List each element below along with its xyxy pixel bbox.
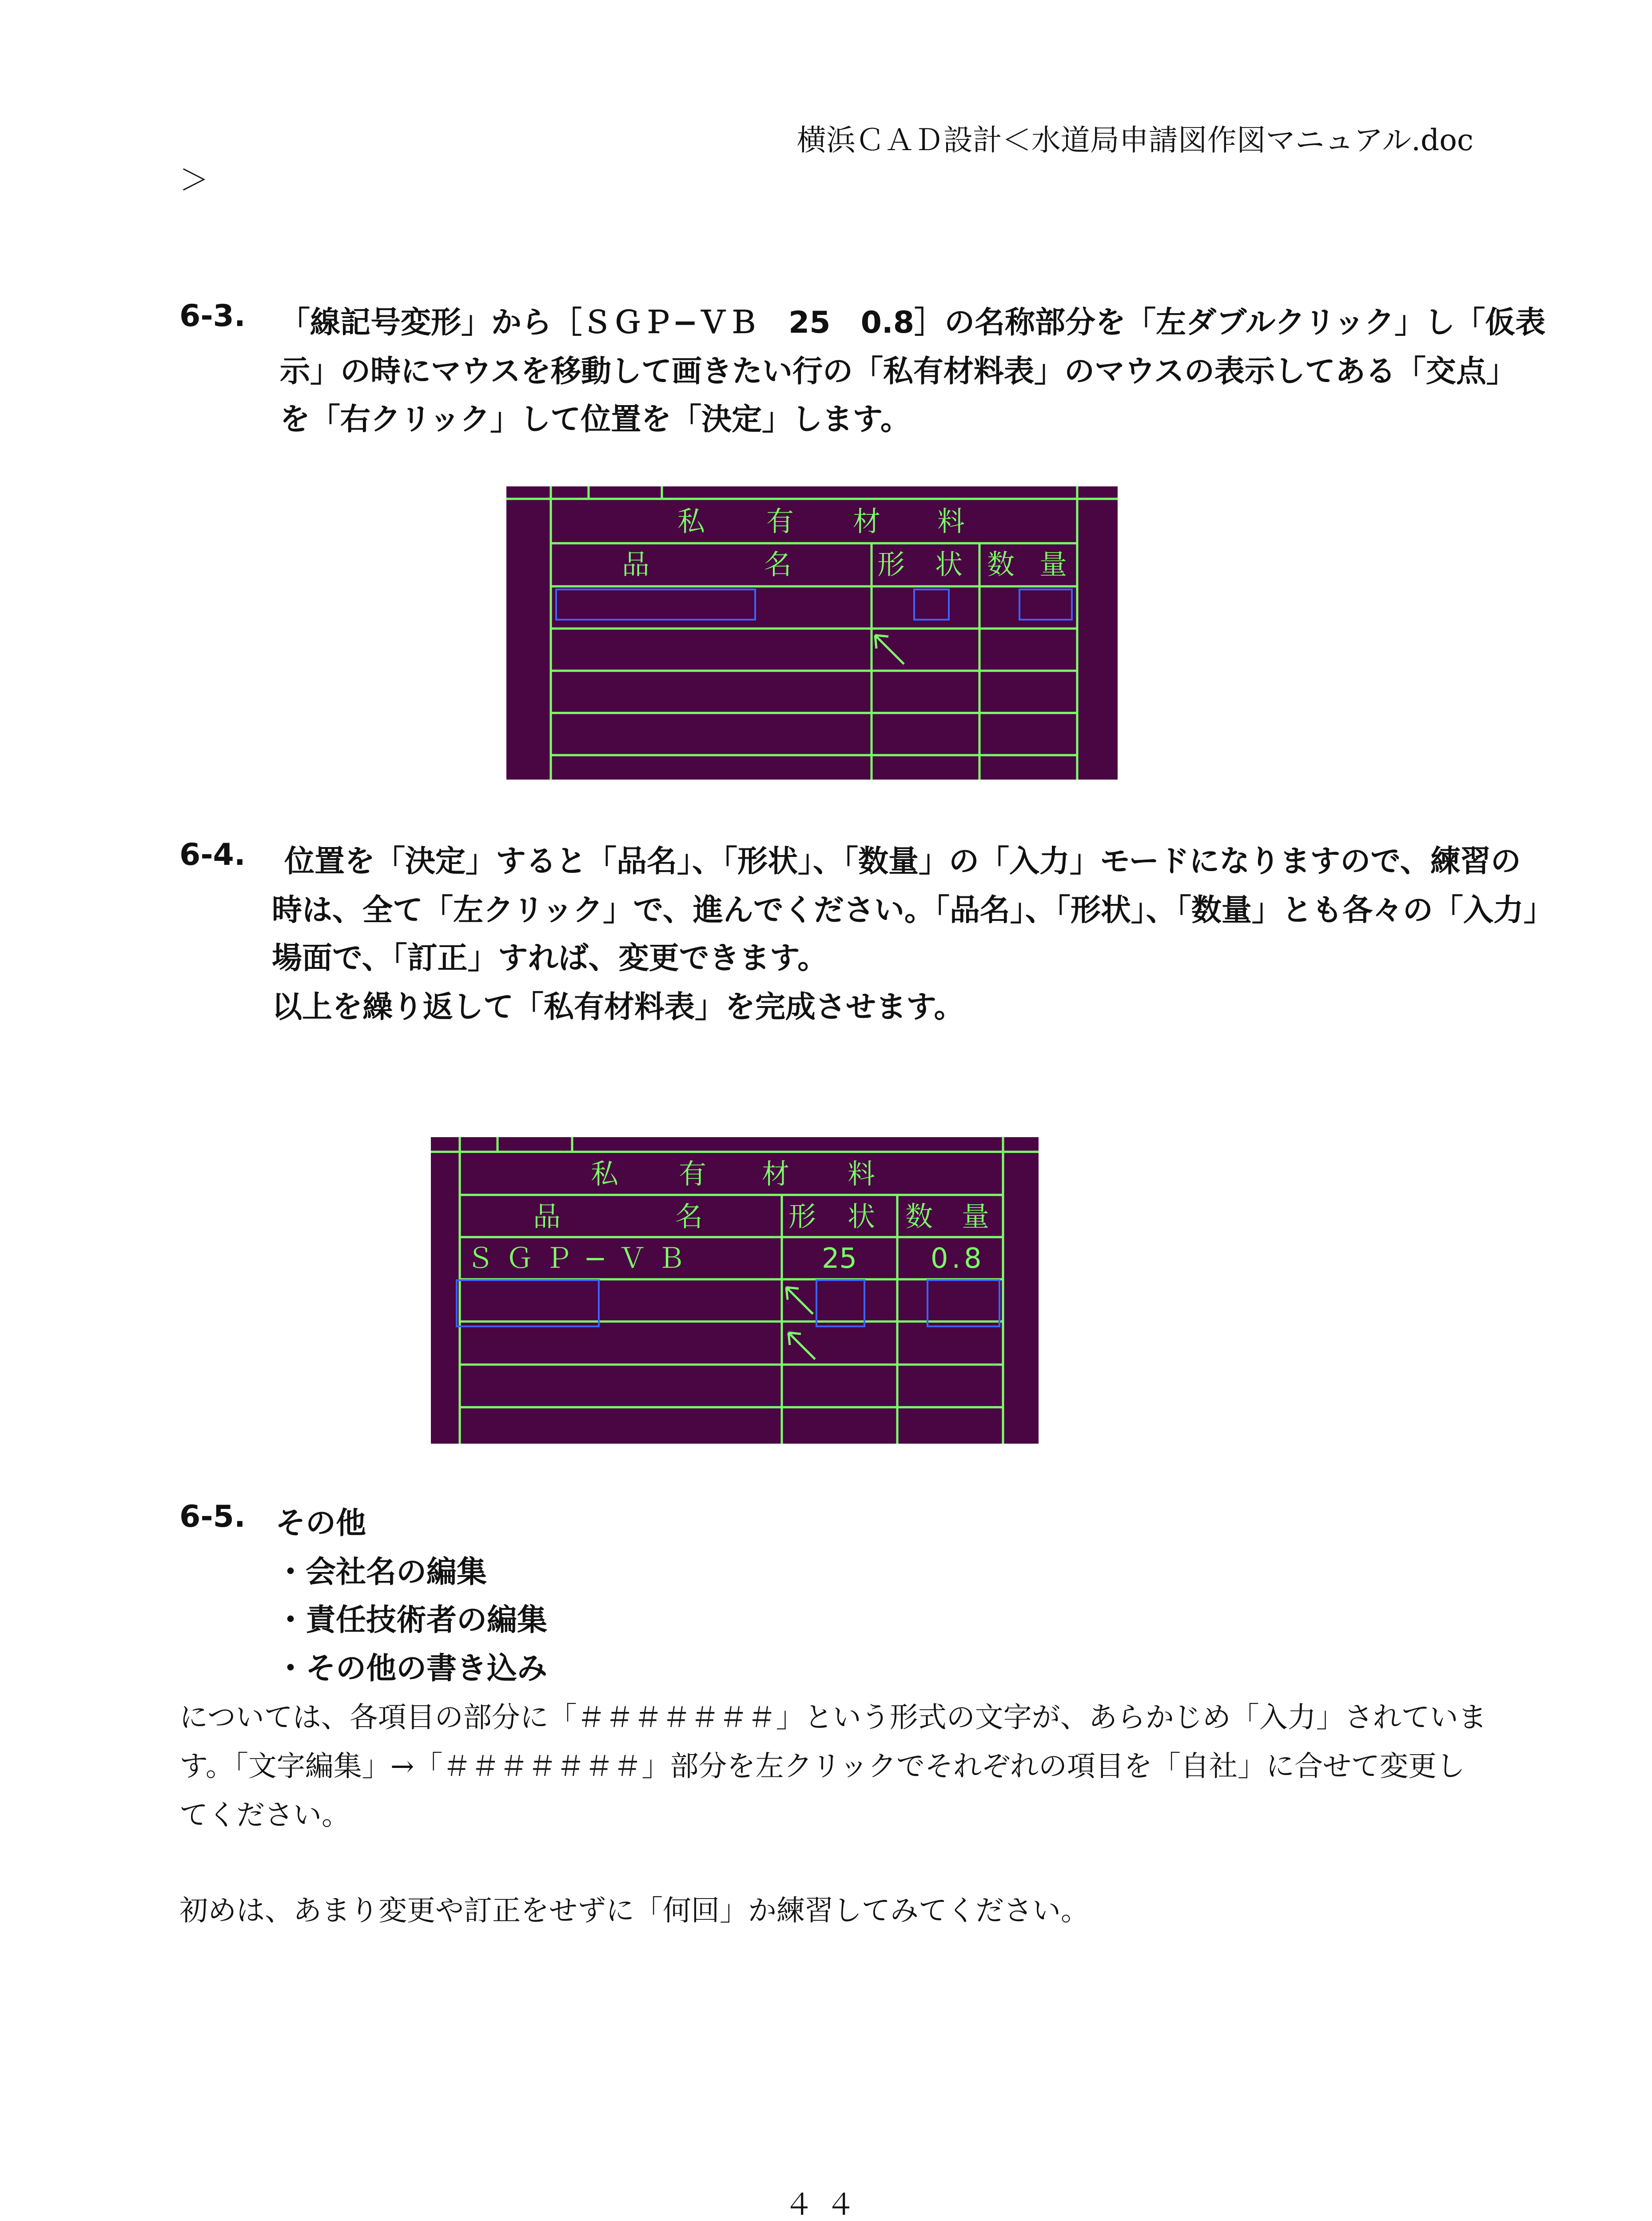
section-number-6-3: 6-3. [179, 299, 246, 334]
cad1-col-keijo-2: 状 [935, 548, 963, 581]
cad-screenshot-material-table-1 [506, 486, 1118, 780]
cad1-title-char-2: 有 [766, 505, 794, 537]
cad1-title-char-4: 料 [937, 505, 965, 537]
cad1-title-char-3: 材 [853, 505, 881, 537]
cad2-col-hinmei-1: 品 [533, 1200, 561, 1233]
section-6-3-line-2: 示」の時にマウスを移動して画きたい行の「私有材料表」のマウスの表示してある「交点」 [280, 354, 1517, 389]
page-number: ４４ [784, 2188, 868, 2221]
section-6-5-body-line-1: については、各項目の部分に「＃＃＃＃＃＃＃」という形式の文字が、あらかじめ「入力」されていま [179, 1701, 1487, 1734]
bullet-responsible-engineer: ・責任技術者の編集 [275, 1603, 548, 1638]
cad1-title-char-1: 私 [677, 505, 705, 537]
cad-screenshot-material-table-2 [431, 1137, 1039, 1444]
cad2-col-keijo-1: 形 [788, 1200, 816, 1233]
cad2-col-suryo-1: 数 [905, 1200, 933, 1233]
section-6-5-body-line-3: てください。 [179, 1799, 350, 1832]
cad2-col-keijo-2: 状 [848, 1200, 876, 1233]
cad-grid-lines-2 [431, 1137, 1039, 1444]
section-6-4-line-1: 位置を「決定」すると「品名」、「形状」、「数量」の「入力」モードになりますので、練習の [284, 844, 1521, 879]
cad2-row1-hinmei: ＳＧＰ−ＶＢ [466, 1242, 697, 1274]
cad-grid-lines-1 [506, 486, 1118, 780]
section-6-4-line-3: 場面で、「訂正」すれば、変更できます。 [272, 941, 828, 976]
cad2-title-char-3: 材 [762, 1158, 790, 1190]
section-6-5-body-line-2: す。「文字編集」→「＃＃＃＃＃＃＃」部分を左クリックでそれぞれの項目を「自社」に合せて変更し [179, 1750, 1465, 1783]
bullet-company-name: ・会社名の編集 [275, 1555, 487, 1590]
cad2-col-suryo-2: 量 [962, 1200, 990, 1233]
bullet-other-entries: ・その他の書き込み [275, 1651, 548, 1686]
cad2-title-char-2: 有 [679, 1158, 707, 1190]
cad1-col-hinmei-2: 名 [764, 548, 792, 581]
section-6-5-note: 初めは、あまり変更や訂正をせずに「何回」か練習してみてください。 [179, 1895, 1089, 1927]
cad2-row1-keijo: 25 [822, 1242, 857, 1274]
cursor-arrow-1 [875, 635, 904, 664]
cad1-col-hinmei-1: 品 [622, 548, 650, 581]
cad2-title-char-1: 私 [591, 1158, 619, 1190]
header-continuation: ＞ [179, 163, 209, 197]
section-6-5-title: その他 [275, 1506, 366, 1541]
cursor-arrow-2 [786, 1287, 815, 1359]
section-number-6-5: 6-5. [179, 1499, 246, 1534]
cad2-title-char-4: 料 [848, 1158, 876, 1190]
cad2-col-hinmei-2: 名 [675, 1200, 703, 1233]
section-6-4-line-4: 以上を繰り返して「私有材料表」を完成させます。 [272, 990, 964, 1025]
document-header: 横浜ＣＡＤ設計＜水道局申請図作図マニュアル.doc [796, 123, 1473, 157]
cad2-row1-suryo: 0.8 [931, 1242, 985, 1274]
section-6-4-line-2: 時は、全て「左クリック」で、進んでください。「品名」、「形状」、「数量」とも各々の「入力」 [272, 893, 1554, 928]
section-6-3-line-3: を「右クリック」して位置を「決定」します。 [280, 402, 911, 437]
cad1-col-suryo-2: 量 [1039, 548, 1067, 581]
section-number-6-4: 6-4. [179, 837, 246, 872]
cad1-col-keijo-1: 形 [877, 548, 905, 581]
section-6-3-line-1: 「線記号変形」から［ＳＧＰ−ＶＢ 25 0.8］の名称部分を「左ダブルクリック」し「仮表 [280, 305, 1546, 340]
cad1-col-suryo-1: 数 [987, 548, 1015, 581]
